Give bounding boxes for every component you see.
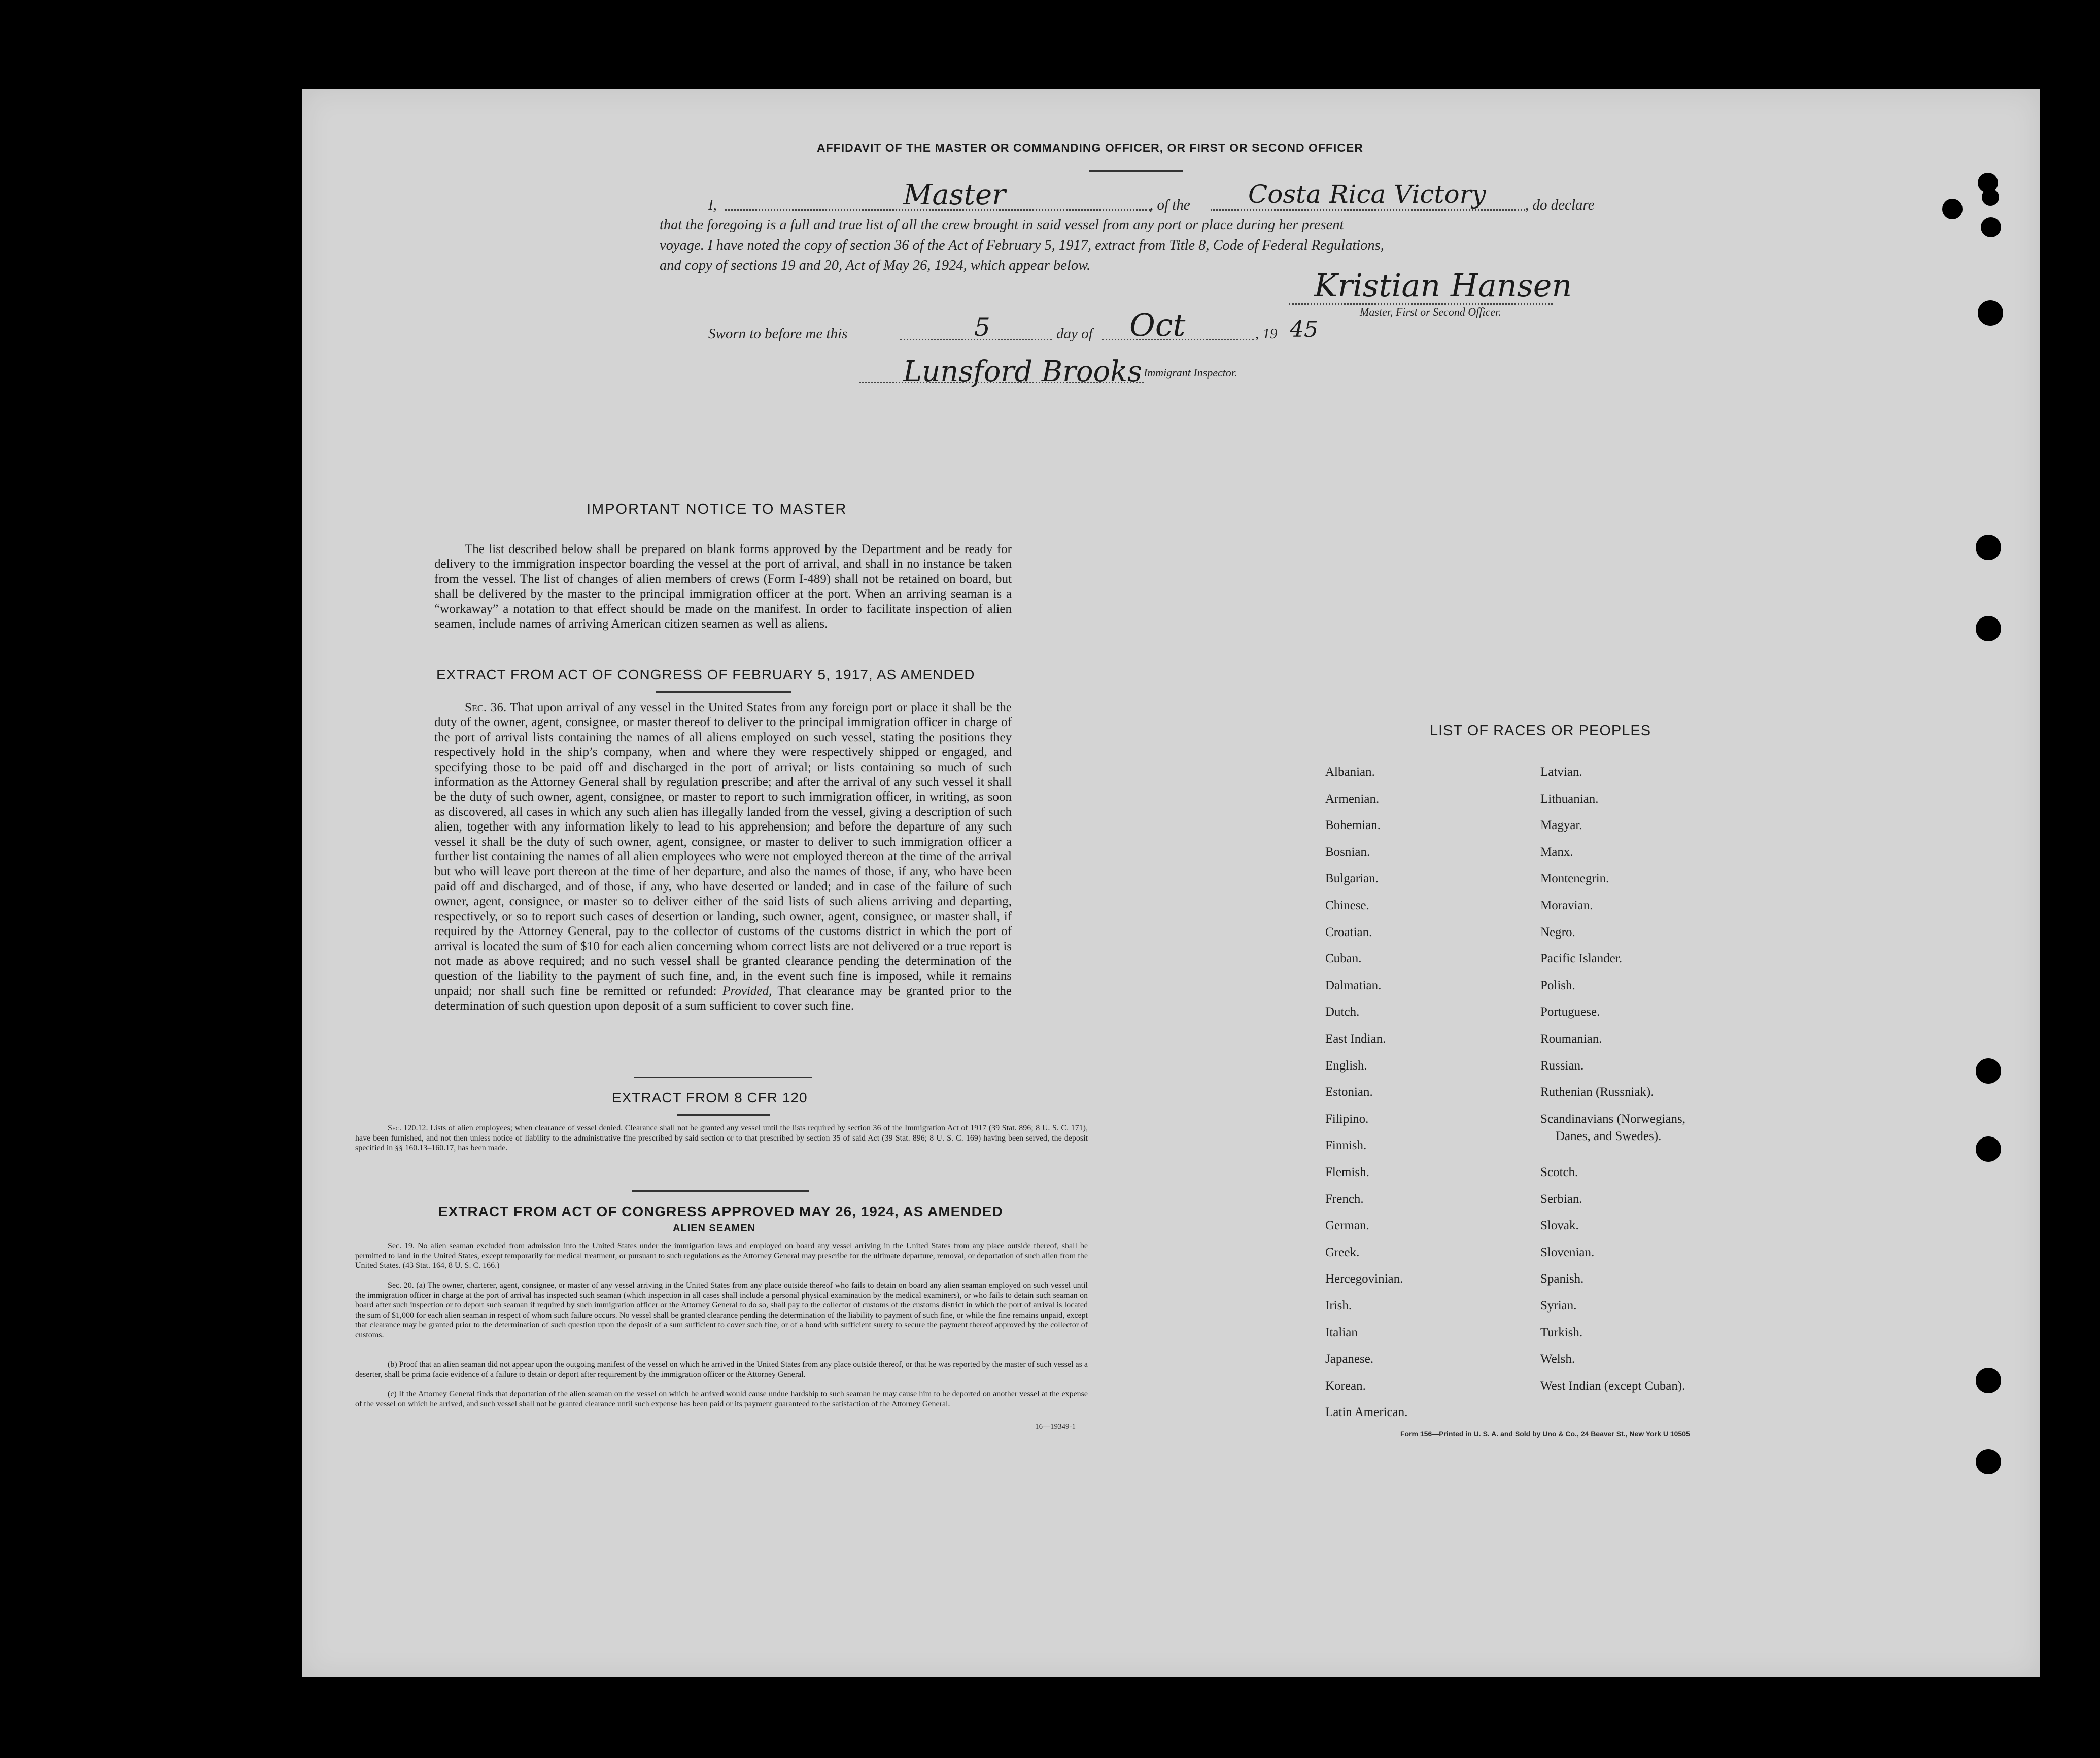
punch-hole [1976, 1368, 2001, 1393]
race-item: German. [1325, 1219, 1369, 1233]
form-code: 16—19349-1 [1035, 1423, 1076, 1431]
affidavit-title: AFFIDAVIT OF THE MASTER OR COMMANDING OFFICER, OR FIRST OR SECOND OFFICER [817, 141, 1363, 154]
alien-seamen-subtitle: ALIEN SEAMEN [673, 1223, 756, 1234]
race-item: Lithuanian. [1540, 791, 1599, 806]
race-item: Scandinavians (Norwegians, [1540, 1112, 1686, 1126]
sec20a-text: Sec. 20. (a) The owner, charterer, agent, consignee, or master of any vessel arriving in the United States from any place outside thereof who fails to detain on board any alien seaman employed on such vessel until the immigration officer in charge at the port of arrival has inspected such seaman (which inspection in all cases shall include a personal physical examination by the medical examiners), or who fails to detain such seaman on board after such inspection or to deport such seaman if required by such immigration officer or the Attorney General to do so, shall pay to the collector of customs of the customs district in which the port of arrival is located the sum of $1,000 for each alien seaman in respect of whom such failure occurs. No vessel shall be granted clearance pending the determination of the liability to payment of such fine, or while the fine remains unpaid, except that clearance may be granted prior to the determination of such question upon the deposit of a sum sufficient to cover such fine, or of a bond with sufficient surety to secure the payment thereof approved by the collector of customs. [355, 1281, 1088, 1339]
race-item: Slovak. [1540, 1219, 1579, 1233]
punch-hole [1976, 1058, 2001, 1084]
race-item: Manx. [1540, 845, 1573, 859]
affidavit-line3: voyage. I have noted the copy of section 36 of the Act of February 5, 1917, extract from Title 8, Code of Federal Regulations, [660, 237, 1384, 253]
year-prefix: , 19 [1255, 326, 1278, 342]
race-item: Dutch. [1325, 1005, 1360, 1019]
sec36-body: That upon arrival of any vessel in the United States from any foreign port or place it shall be the duty of the owner, agent, consignee, or master thereof to deliver to the principal immigration officer in charge of the port of arrival lists containing the names of all aliens employed on such vessel, stating the positions they respectively hold in the ship’s company, when and where they were respectively shipped or engaged, and specifying those to be paid off and discharged in the port of arrival; or lists containing so much of such information as the Attorney General shall by regulation prescribe; and after the arrival of any such vessel it shall be the duty of such owner, agent, consignee, or master to report to such immigration officer, in writing, as soon as discovered, all cases in which any such alien has illegally landed from the vessel, giving a description of such alien, together with any information likely to lead to his apprehension; and before the departure of any such vessel it shall be the duty of such owner, agent, consignee, or master to deliver to such immigration officer a further list containing the names of all alien employees who were not employed thereon at the time of the arrival but who will leave port thereon at the time of her departure, and also the names of those, if any, who have been paid off and discharged, and of those, if any, who have deserted or landed; and in case of the failure of such owner, agent, consignee, or master so to deliver either of the said lists of such aliens arriving and departing, respectively, or so to report such cases of desertion or landing, such owner, agent, consignee, or master shall, if required by the Attorney General, pay to the collector of customs of the customs district in which the port of arrival is located the sum of $10 for each alien concerning whom correct lists are not delivered or a true report is not made as above required; and no such vessel shall be granted clearance pending the determination of the question of the liability to the payment of such fine, and, in the event such fine is imposed, while it remains unpaid; nor shall such fine be remitted or refunded: [434, 701, 1012, 998]
rank-handwritten: Master [903, 179, 1006, 212]
inspector-signature-line [859, 382, 1144, 383]
month-handwritten: Oct [1129, 306, 1186, 343]
race-item: Filipino. [1325, 1112, 1369, 1126]
inspector-caption: Immigrant Inspector. [1144, 366, 1237, 379]
race-item: Japanese. [1325, 1352, 1374, 1366]
sec20b-text: (b) Proof that an alien seaman did not appear upon the outgoing manifest of the vessel on which he arrived in the United States from any place outside thereof, or that he was reported by the master of such vessel as a deserter, shall be prima facie evidence of a failure to detain or deport after requirement by the immigration officer or the Attorney General. [355, 1360, 1088, 1379]
extract-cfr-title: EXTRACT FROM 8 CFR 120 [612, 1090, 808, 1106]
race-item: Cuban. [1325, 952, 1362, 966]
race-item: Estonian. [1325, 1085, 1373, 1099]
punch-hole [1976, 1136, 2001, 1162]
punch-hole [1976, 535, 2001, 560]
race-item: West Indian (except Cuban). [1540, 1378, 1685, 1393]
notice-title: IMPORTANT NOTICE TO MASTER [587, 501, 847, 518]
cfr-label: Sec. 120.12. [388, 1124, 428, 1132]
race-item: English. [1325, 1058, 1367, 1073]
extract-1924-title: EXTRACT FROM ACT OF CONGRESS APPROVED MAY 26, 1924, AS AMENDED [438, 1203, 1003, 1219]
race-item: French. [1325, 1192, 1364, 1206]
sec36-text [434, 700, 1012, 1014]
master-signature-line [1289, 303, 1553, 305]
proviso-body: That clearance may be granted prior to the determination of such question upon deposit of a sum sufficient to cover such fine. [434, 984, 1012, 1013]
race-item: Irish. [1325, 1299, 1352, 1313]
race-item: Bulgarian. [1325, 872, 1379, 886]
printer-footer: Form 156—Printed in U. S. A. and Sold by Uno & Co., 24 Beaver St., New York U 10505 [1400, 1430, 1690, 1438]
race-item: Italian [1325, 1325, 1358, 1339]
race-item: Pacific Islander. [1540, 952, 1623, 966]
race-item: Greek. [1325, 1245, 1360, 1259]
race-item: Turkish. [1540, 1325, 1583, 1339]
punch-hole [1942, 199, 1963, 219]
punch-hole [1978, 300, 2003, 326]
race-item: Russian. [1540, 1058, 1584, 1073]
sec20c-text: (c) If the Attorney General finds that deportation of the alien seaman on the vessel on which he arrived would cause undue hardship to such seaman he may cause him to be deported on another vessel at the expense of the vessel on which he arrived, and such vessel shall not be granted clearance until such expense has been paid or its payment guaranteed to the satisfaction of the Attorney General. [355, 1390, 1088, 1408]
race-item: Moravian. [1540, 899, 1593, 912]
race-item: Latvian. [1540, 765, 1582, 779]
race-item: Korean. [1325, 1378, 1366, 1393]
race-item: Latin American. [1325, 1405, 1408, 1420]
extract-1917-title: EXTRACT FROM ACT OF CONGRESS OF FEBRUARY 5, 1917, AS AMENDED [436, 667, 975, 682]
punch-hole [1976, 1449, 2001, 1474]
race-item: Negro. [1540, 925, 1575, 939]
race-item: Ruthenian (Russniak). [1540, 1085, 1654, 1099]
race-item: Portuguese. [1540, 1005, 1600, 1019]
race-item: Hercegovinian. [1325, 1272, 1403, 1286]
race-item: Bosnian. [1325, 845, 1370, 859]
master-caption: Master, First or Second Officer. [1360, 305, 1501, 318]
sec19-text: Sec. 19. No alien seaman excluded from admission into the United States under the immigration laws and employed on board any vessel arriving in the United States from any place outside thereof, shall be permitted to land in the United States, except temporarily for medical treatment, or pursuant to such regulations as the Attorney General may prescribe for the ultimate departure, removal, or deportation of such alien from the United States. (43 Stat. 164, 8 U. S. C. 166.) [355, 1242, 1088, 1270]
punch-hole [1981, 217, 2001, 237]
race-item: Welsh. [1540, 1352, 1575, 1366]
divider [677, 1114, 770, 1116]
day-handwritten: 5 [974, 313, 990, 342]
of-label: , of the [1150, 197, 1190, 213]
race-item: Croatian. [1325, 925, 1372, 939]
notice-body: The list described below shall be prepared on blank forms approved by the Department and be ready for delivery to the immigration inspector boarding the vessel at the port of arrival, and shall in no instance be taken from the vessel. The list of changes of alien members of crews (Form I-489) shall not be retained on board, but shall be delivered by the master to the principal immigration officer at the port. When an arriving seaman is a “workaway” a notation to that effect should be made on the manifest. In order to facilitate inspection of alien seamen, include names of arriving American citizen seamen as well as aliens. [434, 542, 1012, 631]
race-item: Serbian. [1540, 1192, 1582, 1206]
declare-label: , do declare [1525, 197, 1595, 213]
divider [1089, 170, 1183, 172]
race-item: Montenegrin. [1540, 872, 1609, 886]
race-item: Finnish. [1325, 1139, 1367, 1153]
punch-hole [1982, 189, 1999, 206]
race-item: Dalmatian. [1325, 978, 1382, 992]
race-item: East Indian. [1325, 1032, 1386, 1046]
race-item: Chinese. [1325, 899, 1369, 912]
day-label: day of [1056, 326, 1093, 342]
race-item: Bohemian. [1325, 818, 1381, 833]
race-item: Danes, and Swedes). [1556, 1129, 1662, 1143]
divider [634, 1077, 812, 1078]
race-item: Polish. [1540, 978, 1575, 992]
divider [656, 691, 791, 693]
race-item: Flemish. [1325, 1165, 1369, 1179]
race-item: Scotch. [1540, 1165, 1578, 1179]
race-item: Roumanian. [1540, 1032, 1602, 1046]
races-title: LIST OF RACES OR PEOPLES [1430, 722, 1651, 739]
race-item: Magyar. [1540, 818, 1582, 833]
sworn-label: Sworn to before me this [708, 326, 848, 342]
master-signature: Kristian Hansen [1314, 267, 1572, 304]
year-handwritten: 45 [1290, 317, 1318, 342]
punch-hole [1976, 616, 2001, 641]
race-item: Syrian. [1540, 1299, 1577, 1313]
proviso-label: Provided, [722, 984, 772, 998]
affidavit-i-label: I, [708, 197, 717, 213]
sec36-label: Sec. 36. [465, 701, 507, 714]
race-item: Slovenian. [1540, 1245, 1595, 1259]
race-item: Albanian. [1325, 765, 1375, 779]
notice-text [434, 542, 1012, 631]
race-item: Armenian. [1325, 791, 1380, 806]
race-item: Spanish. [1540, 1272, 1584, 1286]
affidavit-line4: and copy of sections 19 and 20, Act of May 26, 1924, which appear below. [660, 258, 1091, 273]
cfr-body: Lists of alien employees; when clearance of vessel denied. Clearance shall not be granted any vessel until the lists required by section 36 of the Immigration Act of 1917 (39 Stat. 896; 8 U. S. C. 171), have been furnished, and not then unless notice of liability to the administrative fine prescribed by said section or to that prescribed by section 35 of said Act (39 Stat. 896; 8 U. S. C. 169) having been served, the deposit specified in §§ 160.13–160.17, has been made. [355, 1124, 1088, 1152]
affidavit-line2: that the foregoing is a full and true list of all the crew brought in said vessel from any port or place during her present [660, 217, 1344, 233]
cfr-text [355, 1123, 1088, 1153]
inspector-signature: Lunsford Brooks [903, 355, 1142, 388]
vessel-blank [1211, 209, 1525, 211]
divider [632, 1190, 809, 1192]
vessel-handwritten: Costa Rica Victory [1248, 180, 1486, 209]
